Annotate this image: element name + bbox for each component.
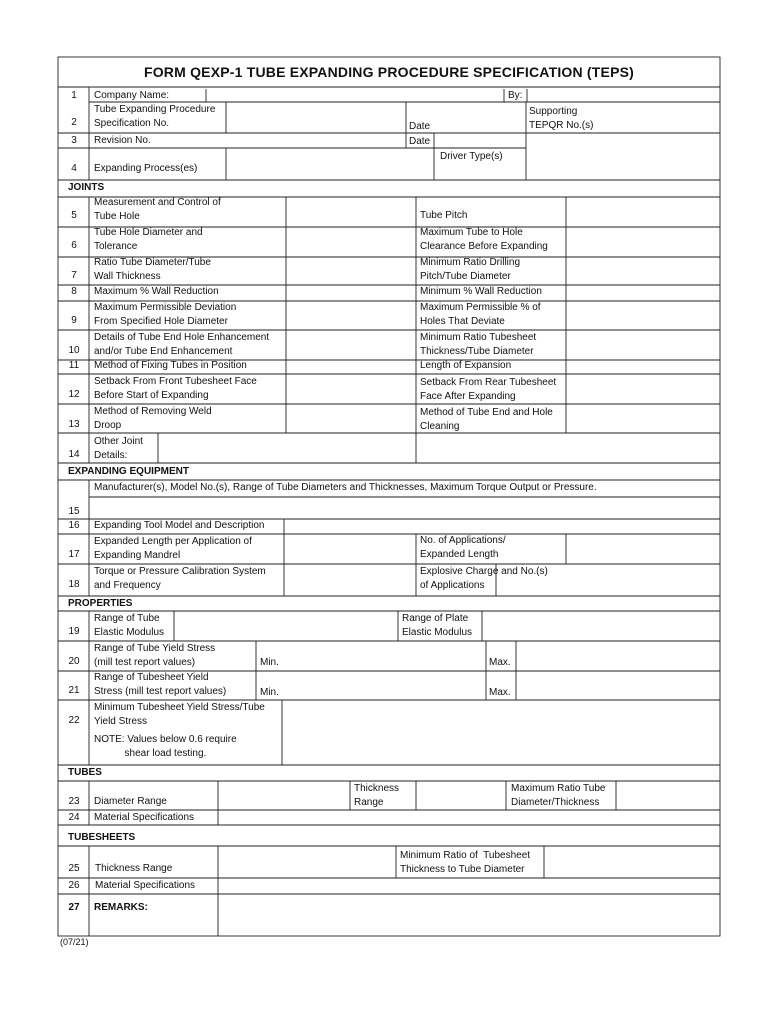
joint-right-label: Length of Expansion bbox=[420, 360, 512, 371]
row-number: 16 bbox=[68, 520, 80, 531]
min-label: Min. bbox=[260, 687, 279, 698]
thickness-range-label: Thickness Range bbox=[354, 783, 400, 808]
equipment-right-label: Explosive Charge and No.(s) of Applications bbox=[420, 566, 548, 591]
section-properties: PROPERTIES bbox=[68, 598, 133, 609]
joint-left-label: Measurement and Control of Tube Hole bbox=[94, 197, 221, 222]
section-tubes: TUBES bbox=[68, 767, 102, 778]
joint-left-label: Maximum % Wall Reduction bbox=[94, 286, 219, 297]
joint-left-label: Tube Hole Diameter and Tolerance bbox=[94, 227, 203, 252]
section-tubesheets: TUBESHEETS bbox=[68, 832, 136, 843]
ratio-tube-label: Maximum Ratio Tube Diameter/Thickness bbox=[511, 783, 606, 808]
equipment-left-label: Torque or Pressure Calibration System and Frequency bbox=[94, 566, 266, 591]
section-expanding-equipment: EXPANDING EQUIPMENT bbox=[68, 466, 189, 477]
joint-left-label: Method of Fixing Tubes in Position bbox=[94, 360, 247, 371]
joint-right-label: Setback From Rear Tubesheet Face After Expanding bbox=[420, 377, 557, 402]
yield-ratio-label: Minimum Tubesheet Yield Stress/Tube Yield Stress bbox=[94, 702, 265, 727]
supporting-tepqr-label: Supporting TEPQR No.(s) bbox=[529, 106, 594, 131]
diameter-range-label: Diameter Range bbox=[94, 796, 167, 807]
plate-modulus-label: Range of Plate Elastic Modulus bbox=[402, 613, 473, 638]
row-number: 3 bbox=[71, 135, 77, 146]
joint-left-label: Ratio Tube Diameter/Tube Wall Thickness bbox=[94, 257, 211, 282]
row-number: 9 bbox=[71, 315, 77, 326]
date-label: Date bbox=[409, 121, 431, 132]
tube-material-label: Material Specifications bbox=[94, 812, 195, 823]
row-number: 1 bbox=[71, 90, 77, 101]
joint-left-label: Details of Tube End Hole Enhancement and/or Tube End Enhancement bbox=[94, 332, 270, 357]
teps-number-label: Tube Expanding Procedure Specification No. bbox=[94, 104, 216, 129]
equipment-left-label: Expanding Tool Model and Description bbox=[94, 520, 265, 531]
row-number: 11 bbox=[68, 360, 80, 371]
joint-right-label: Minimum Ratio Drilling Pitch/Tube Diameter bbox=[420, 257, 521, 282]
max-label: Max. bbox=[489, 657, 511, 668]
row-number: 18 bbox=[68, 579, 80, 590]
equipment-right-label: No. of Applications/ Expanded Length bbox=[420, 535, 506, 560]
section-joints: JOINTS bbox=[68, 182, 105, 193]
date-label: Date bbox=[409, 136, 431, 147]
row-number: 24 bbox=[68, 812, 80, 823]
row-number: 13 bbox=[68, 419, 80, 430]
form-title: FORM QEXP-1 TUBE EXPANDING PROCEDURE SPECIFICATION (TEPS) bbox=[143, 64, 635, 80]
joint-left-label: Other Joint Details: bbox=[94, 436, 143, 461]
equipment-left-label: Expanded Length per Application of Expanding Mandrel bbox=[94, 536, 252, 561]
row-number: 25 bbox=[68, 863, 80, 874]
row-number: 15 bbox=[68, 506, 80, 517]
revision-label: Revision No. bbox=[94, 135, 151, 146]
expanding-process-label: Expanding Process(es) bbox=[94, 163, 198, 174]
tube-modulus-label: Range of Tube Elastic Modulus bbox=[94, 613, 165, 638]
row-number: 8 bbox=[71, 286, 77, 297]
remarks-label: REMARKS: bbox=[94, 902, 148, 913]
row-number: 14 bbox=[68, 449, 80, 460]
min-label: Min. bbox=[260, 657, 279, 668]
row-number: 22 bbox=[68, 715, 80, 726]
row-number: 7 bbox=[71, 270, 77, 281]
row-number: 4 bbox=[71, 163, 77, 174]
row-number: 20 bbox=[68, 656, 80, 667]
company-name-label: Company Name: bbox=[94, 90, 170, 101]
note-text: NOTE: Values below 0.6 require shear load testing. bbox=[94, 734, 237, 759]
joint-right-label: Method of Tube End and Hole Cleaning bbox=[420, 407, 553, 432]
joint-left-label: Maximum Permissible Deviation From Specified Hole Diameter bbox=[94, 302, 237, 327]
row-number: 2 bbox=[71, 117, 77, 128]
row-number: 23 bbox=[68, 796, 80, 807]
row-number: 19 bbox=[68, 626, 80, 637]
tubesheet-material-label: Material Specifications bbox=[95, 880, 196, 891]
max-label: Max. bbox=[489, 687, 511, 698]
joint-right-label: Minimum Ratio Tubesheet Thickness/Tube Diameter bbox=[420, 332, 537, 357]
row-number: 17 bbox=[68, 549, 80, 560]
row-number: 12 bbox=[68, 389, 80, 400]
row-number: 6 bbox=[71, 240, 77, 251]
joint-right-label: Maximum Tube to Hole Clearance Before Expanding bbox=[420, 227, 548, 252]
tube-yield-label: Range of Tube Yield Stress (mill test report values) bbox=[94, 643, 216, 668]
tubesheet-thickness-label: Thickness Range bbox=[95, 863, 173, 874]
row-number: 10 bbox=[68, 345, 80, 356]
by-label: By: bbox=[508, 90, 523, 101]
row-number: 21 bbox=[68, 685, 80, 696]
form-revision-date: (07/21) bbox=[60, 937, 89, 947]
joint-right-label: Minimum % Wall Reduction bbox=[420, 286, 542, 297]
joint-left-label: Setback From Front Tubesheet Face Before Start of Expanding bbox=[94, 376, 257, 401]
row-number: 27 bbox=[68, 902, 80, 913]
row-number: 5 bbox=[71, 210, 77, 221]
row-number: 26 bbox=[68, 880, 80, 891]
tubesheet-ratio-label: Minimum Ratio of Tubesheet Thickness to Tube Diameter bbox=[400, 850, 531, 875]
joint-right-label: Maximum Permissible % of Holes That Deviate bbox=[420, 302, 541, 327]
joint-left-label: Method of Removing Weld Droop bbox=[94, 406, 212, 431]
tubesheet-yield-label: Range of Tubesheet Yield Stress (mill test report values) bbox=[94, 672, 227, 697]
manufacturer-label: Manufacturer(s), Model No.(s), Range of Tube Diameters and Thicknesses, Maximum Torque Output or Pressure. bbox=[94, 482, 597, 493]
driver-types-label: Driver Type(s) bbox=[440, 151, 503, 162]
joint-right-label: Tube Pitch bbox=[420, 210, 468, 221]
